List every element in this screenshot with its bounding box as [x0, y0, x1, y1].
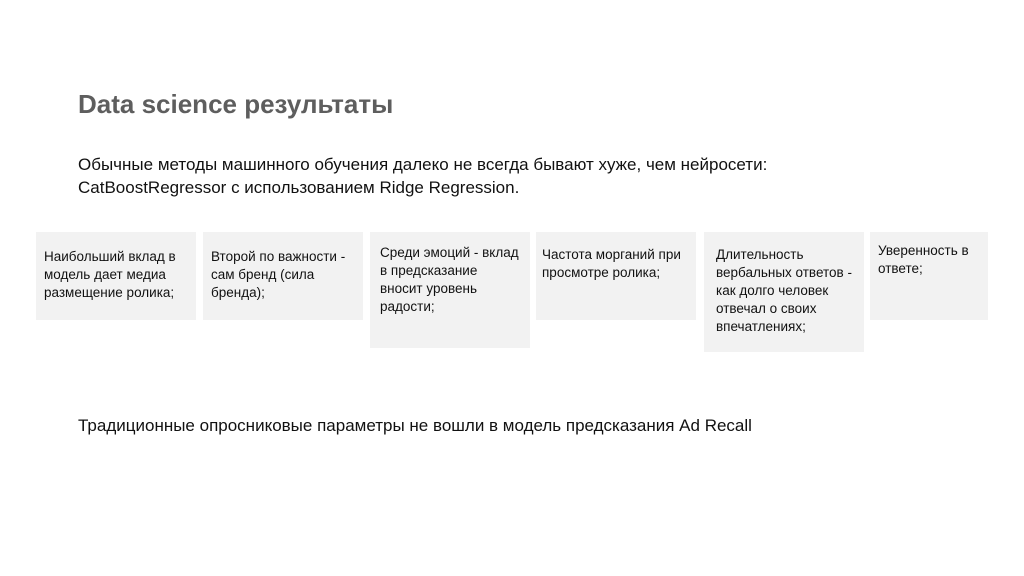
factor-card-emotion-joy: Среди эмоций - вклад в предсказание вносит уровень радости; — [370, 232, 530, 348]
slide-subtitle — [78, 153, 958, 199]
footer-note: Традиционные опросниковые параметры не вошли в модель предсказания Ad Recall — [78, 416, 752, 435]
factor-card-blink-rate: Частота морганий при просмотре ролика; — [536, 232, 696, 320]
factor-card-media-placement: Наибольший вклад в модель дает медиа размещение ролика; — [36, 232, 196, 320]
slide-title: Data science результаты — [78, 89, 394, 119]
subtitle-line-2: CatBoostRegressor с использованием Ridge Regression. — [78, 178, 520, 197]
subtitle-line-1: Обычные методы машинного обучения далеко не всегда бывают хуже, чем нейросети: — [78, 155, 768, 174]
factor-card-brand: Второй по важности - сам бренд (сила бренда); — [203, 232, 363, 320]
factor-card-verbal-duration: Длительность вербальных ответов - как долго человек отвечал о своих впечатлениях; — [704, 232, 864, 352]
factor-card-confidence: Уверенность в ответе; — [870, 232, 988, 320]
